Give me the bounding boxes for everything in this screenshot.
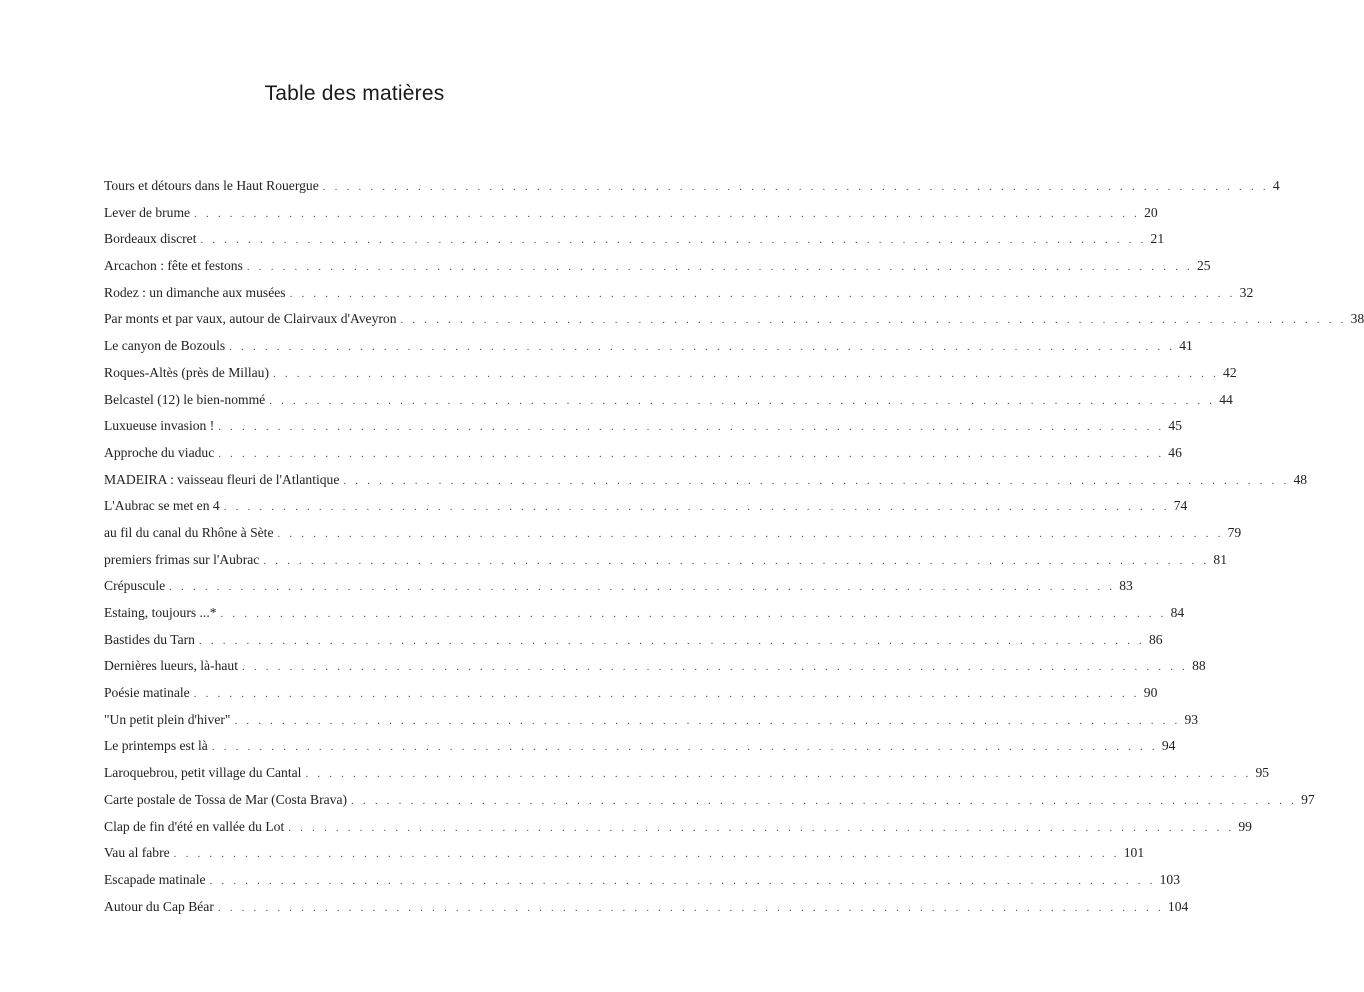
toc-entry-title: Laroquebrou, petit village du Cantal: [104, 765, 302, 781]
dot-leader: . . . . . . . . . . . . . . . . . . . . . . . . . . . . . . . . . . . . . . . . . . . . . . . . . . . . . . . . . . . . . . . . . . . . . . . . . . . . . . . .: [220, 608, 1167, 620]
toc-entry-page-number: 99: [1238, 818, 1252, 834]
toc-entry[interactable]: [104, 520, 1242, 547]
toc-entry[interactable]: [104, 627, 1163, 654]
toc-entry-title: Carte postale de Tossa de Mar (Costa Brava): [104, 791, 348, 807]
toc-entry-title: Autour du Cap Béar: [104, 898, 214, 914]
toc-entry-title: au fil du canal du Rhône à Sète: [104, 524, 274, 540]
toc-entry[interactable]: [104, 653, 1206, 680]
dot-leader: . . . . . . . . . . . . . . . . . . . . . . . . . . . . . . . . . . . . . . . . . . . . . . . . . . . . . . . . . . . . . . . . . . . . . . . . . . . . . . . .: [169, 581, 1116, 594]
toc-entry-title: Dernières lueurs, là-haut: [104, 658, 238, 674]
toc-entry[interactable]: [104, 253, 1211, 280]
toc-entry-title: Roques-Altès (près de Millau): [104, 364, 269, 380]
toc-entry[interactable]: [104, 280, 1254, 307]
dot-leader: . . . . . . . . . . . . . . . . . . . . . . . . . . . . . . . . . . . . . . . . . . . . . . . . . . . . . . . . . . . . . . . . . . . . . . . . . . . . . . . .: [217, 901, 1164, 914]
dot-leader: . . . . . . . . . . . . . . . . . . . . . . . . . . . . . . . . . . . . . . . . . . . . . . . . . . . . . . . . . . . . . . . . . . . . . . . . . . . . . . . .: [246, 261, 1193, 274]
toc-entry-title: L'Aubrac se met en 4: [104, 498, 220, 514]
toc-entry[interactable]: [104, 493, 1188, 520]
toc-entry-page-number: 95: [1255, 765, 1270, 781]
toc-entry-page-number: 46: [1168, 444, 1182, 460]
toc-entry-page-number: 45: [1168, 418, 1182, 434]
toc-entry-title: Par monts et par vaux, autour de Clairvaux d'Aveyron: [104, 311, 397, 327]
toc-entry[interactable]: [104, 573, 1133, 600]
toc-entry[interactable]: [104, 840, 1145, 867]
toc-entry[interactable]: [104, 306, 1364, 333]
toc-entry-page-number: 20: [1144, 204, 1158, 220]
toc-entry-page-number: 90: [1143, 685, 1158, 701]
toc-entry-title: Lever de brume: [104, 204, 191, 220]
toc-entry[interactable]: [104, 387, 1233, 414]
toc-entry-page-number: 41: [1179, 338, 1193, 354]
toc-entry-page-number: 48: [1293, 471, 1308, 487]
table-of-contents: [104, 173, 1364, 920]
toc-entry[interactable]: [104, 867, 1180, 894]
toc-entry-page-number: 84: [1170, 605, 1185, 620]
dot-leader: . . . . . . . . . . . . . . . . . . . . . . . . . . . . . . . . . . . . . . . . . . . . . . . . . . . . . . . . . . . . . . . . . . . . . . . . . . . . . . . .: [277, 527, 1224, 540]
dot-leader: . . . . . . . . . . . . . . . . . . . . . . . . . . . . . . . . . . . . . . . . . . . . . . . . . . . . . . . . . . . . . . . . . . . . . . . . . . . . . . . .: [173, 848, 1120, 861]
toc-entry-title: Luxueuse invasion !: [104, 418, 215, 434]
page-title: Table des matières: [264, 82, 445, 105]
toc-entry[interactable]: [104, 467, 1308, 494]
toc-entry-title: "Un petit plein d'hiver": [104, 711, 231, 727]
dot-leader: . . . . . . . . . . . . . . . . . . . . . . . . . . . . . . . . . . . . . . . . . . . . . . . . . . . . . . . . . . . . . . . . . . . . . . . . . . . . . . . .: [193, 688, 1140, 701]
dot-leader: . . . . . . . . . . . . . . . . . . . . . . . . . . . . . . . . . . . . . . . . . . . . . . . . . . . . . . . . . . . . . . . . . . . . . . . . . . . . . . . .: [288, 821, 1235, 834]
toc-entry-title: Arcachon : fête et festons: [104, 258, 243, 274]
dot-leader: . . . . . . . . . . . . . . . . . . . . . . . . . . . . . . . . . . . . . . . . . . . . . . . . . . . . . . . . . . . . . . . . . . . . . . . . . . . . . . . .: [351, 794, 1298, 807]
toc-entry-page-number: 74: [1173, 498, 1188, 514]
toc-entry[interactable]: [104, 200, 1158, 227]
toc-entry-page-number: 97: [1301, 791, 1315, 807]
toc-entry-title: Crépuscule: [104, 578, 166, 594]
toc-entry[interactable]: [104, 413, 1182, 440]
toc-entry[interactable]: [104, 173, 1280, 200]
toc-entry-title: Le printemps est là: [104, 738, 208, 754]
toc-entry[interactable]: [104, 440, 1182, 467]
toc-entry[interactable]: [104, 707, 1199, 734]
toc-entry-page-number: 38: [1350, 311, 1364, 327]
toc-entry[interactable]: [104, 787, 1315, 814]
toc-entry-page-number: 32: [1239, 284, 1254, 300]
toc-entry-title: premiers frimas sur l'Aubrac: [104, 551, 260, 567]
dot-leader: . . . . . . . . . . . . . . . . . . . . . . . . . . . . . . . . . . . . . . . . . . . . . . . . . . . . . . . . . . . . . . . . . . . . . . . . . . . . . . . .: [198, 634, 1145, 647]
dot-leader: . . . . . . . . . . . . . . . . . . . . . . . . . . . . . . . . . . . . . . . . . . . . . . . . . . . . . . . . . . . . . . . . . . . . . . . . . . . . . . . .: [289, 287, 1236, 300]
toc-entry-page-number: 25: [1196, 258, 1211, 274]
toc-entry[interactable]: [104, 680, 1158, 707]
toc-entry-title: Le canyon de Bozouls: [104, 338, 226, 354]
dot-leader: . . . . . . . . . . . . . . . . . . . . . . . . . . . . . . . . . . . . . . . . . . . . . . . . . . . . . . . . . . . . . . . . . . . . . . . . . . . . . . . .: [218, 447, 1165, 460]
dot-leader: . . . . . . . . . . . . . . . . . . . . . . . . . . . . . . . . . . . . . . . . . . . . . . . . . . . . . . . . . . . . . . . . . . . . . . . . . . . . . . . .: [263, 554, 1210, 567]
toc-entry-title: Escapade matinale: [104, 871, 206, 887]
dot-leader: . . . . . . . . . . . . . . . . . . . . . . . . . . . . . . . . . . . . . . . . . . . . . . . . . . . . . . . . . . . . . . . . . . . . . . . . . . . . . . . .: [211, 741, 1158, 754]
toc-entry-title: Clap de fin d'été en vallée du Lot: [104, 818, 285, 834]
toc-entry-title: Rodez : un dimanche aux musées: [104, 284, 286, 300]
toc-entry-page-number: 86: [1148, 631, 1163, 647]
dot-leader: . . . . . . . . . . . . . . . . . . . . . . . . . . . . . . . . . . . . . . . . . . . . . . . . . . . . . . . . . . . . . . . . . . . . . . . . . . . . . . . .: [218, 421, 1165, 434]
dot-leader: . . . . . . . . . . . . . . . . . . . . . . . . . . . . . . . . . . . . . . . . . . . . . . . . . . . . . . . . . . . . . . . . . . . . . . . . . . . . . . . .: [400, 314, 1347, 327]
toc-entry[interactable]: [104, 547, 1227, 574]
toc-entry-page-number: 93: [1184, 711, 1199, 727]
toc-entry-page-number: 104: [1167, 898, 1189, 914]
dot-leader: . . . . . . . . . . . . . . . . . . . . . . . . . . . . . . . . . . . . . . . . . . . . . . . . . . . . . . . . . . . . . . . . . . . . . . . . . . . . . . . .: [343, 474, 1290, 487]
dot-leader: . . . . . . . . . . . . . . . . . . . . . . . . . . . . . . . . . . . . . . . . . . . . . . . . . . . . . . . . . . . . . . . . . . . . . . . . . . . . . . . .: [272, 367, 1220, 380]
toc-entry[interactable]: [104, 814, 1252, 841]
toc-entry-title: Tours et détours dans le Haut Rouergue: [104, 178, 319, 193]
toc-entry-page-number: 83: [1119, 578, 1133, 594]
toc-entry-title: MADEIRA : vaisseau fleuri de l'Atlantique: [104, 471, 340, 487]
toc-entry-title: Bastides du Tarn: [104, 631, 195, 647]
dot-leader: . . . . . . . . . . . . . . . . . . . . . . . . . . . . . . . . . . . . . . . . . . . . . . . . . . . . . . . . . . . . . . . . . . . . . . . . . . . . . . . .: [194, 207, 1141, 220]
toc-entry[interactable]: [104, 894, 1189, 921]
dot-leader: . . . . . . . . . . . . . . . . . . . . . . . . . . . . . . . . . . . . . . . . . . . . . . . . . . . . . . . . . . . . . . . . . . . . . . . . . . . . . . . .: [269, 394, 1216, 407]
toc-entry[interactable]: [104, 600, 1185, 627]
toc-entry[interactable]: [104, 360, 1237, 387]
toc-entry-title: Estaing, toujours ...*: [104, 605, 217, 620]
dot-leader: . . . . . . . . . . . . . . . . . . . . . . . . . . . . . . . . . . . . . . . . . . . . . . . . . . . . . . . . . . . . . . . . . . . . . . . . . . . . . . . .: [200, 234, 1147, 247]
toc-entry-page-number: 81: [1213, 551, 1227, 567]
toc-entry[interactable]: [104, 733, 1176, 760]
toc-entry-title: Bordeaux discret: [104, 231, 197, 247]
toc-entry-page-number: 79: [1227, 524, 1242, 540]
toc-entry[interactable]: [104, 333, 1193, 360]
toc-entry-title: Vau al fabre: [104, 845, 170, 861]
toc-entry-page-number: 88: [1192, 658, 1206, 674]
toc-entry-page-number: 21: [1150, 231, 1165, 247]
toc-entry-page-number: 94: [1161, 738, 1176, 754]
toc-entry[interactable]: [104, 760, 1270, 787]
dot-leader: . . . . . . . . . . . . . . . . . . . . . . . . . . . . . . . . . . . . . . . . . . . . . . . . . . . . . . . . . . . . . . . . . . . . . . . . . . . . . . . .: [234, 714, 1181, 727]
dot-leader: . . . . . . . . . . . . . . . . . . . . . . . . . . . . . . . . . . . . . . . . . . . . . . . . . . . . . . . . . . . . . . . . . . . . . . . . . . . . . . . .: [223, 501, 1170, 514]
toc-entry-page-number: 103: [1159, 871, 1180, 887]
toc-entry-page-number: 4: [1272, 178, 1280, 193]
dot-leader: . . . . . . . . . . . . . . . . . . . . . . . . . . . . . . . . . . . . . . . . . . . . . . . . . . . . . . . . . . . . . . . . . . . . . . . . . . . . . . . .: [305, 768, 1252, 781]
dot-leader: . . . . . . . . . . . . . . . . . . . . . . . . . . . . . . . . . . . . . . . . . . . . . . . . . . . . . . . . . . . . . . . . . . . . . . . . . . . . . . . .: [229, 341, 1176, 354]
toc-entry[interactable]: [104, 226, 1165, 253]
toc-entry-title: Belcastel (12) le bien-nommé: [104, 391, 266, 407]
toc-entry-title: Poésie matinale: [104, 685, 190, 701]
toc-entry-page-number: 42: [1223, 364, 1237, 380]
dot-leader: . . . . . . . . . . . . . . . . . . . . . . . . . . . . . . . . . . . . . . . . . . . . . . . . . . . . . . . . . . . . . . . . . . . . . . . . . . . . . . . .: [242, 661, 1189, 674]
dot-leader: . . . . . . . . . . . . . . . . . . . . . . . . . . . . . . . . . . . . . . . . . . . . . . . . . . . . . . . . . . . . . . . . . . . . . . . . . . . . . . . .: [209, 874, 1156, 887]
toc-entry-page-number: 44: [1219, 391, 1233, 407]
toc-entry-title: Approche du viaduc: [104, 444, 215, 460]
toc-entry-page-number: 101: [1123, 845, 1145, 861]
dot-leader: . . . . . . . . . . . . . . . . . . . . . . . . . . . . . . . . . . . . . . . . . . . . . . . . . . . . . . . . . . . . . . . . . . . . . . . . . . . . . . . .: [322, 181, 1269, 193]
